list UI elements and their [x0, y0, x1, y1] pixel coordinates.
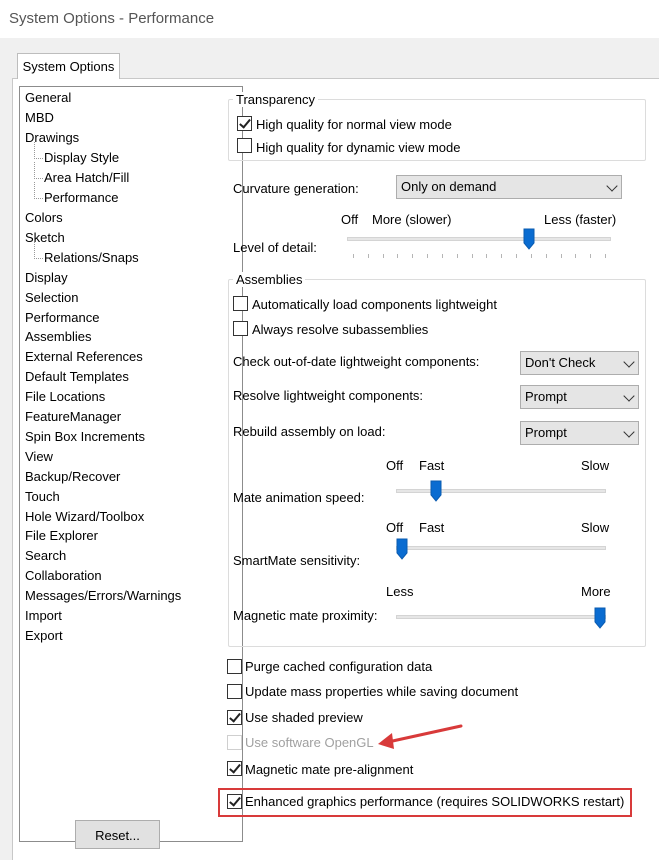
high-quality-dynamic-checkbox[interactable] — [237, 138, 252, 153]
tree-item-file-locations[interactable]: File Locations — [25, 389, 106, 404]
slider-tick — [427, 254, 428, 258]
tree-item-file-explorer[interactable]: File Explorer — [25, 528, 98, 543]
slider-tick — [501, 254, 502, 258]
magnetic-prealign-checkbox[interactable] — [227, 761, 242, 776]
chevron-down-icon — [623, 390, 634, 401]
tree-item-general[interactable]: General — [25, 90, 72, 105]
tree-item-export[interactable]: Export — [25, 628, 63, 643]
mate-animation-label: Mate animation speed: — [233, 490, 365, 505]
magnetic-prealign-label: Magnetic mate pre-alignment — [245, 762, 414, 777]
chevron-down-icon — [623, 426, 634, 437]
tab-system-options[interactable]: System Options — [17, 53, 120, 79]
tree-item-drawings-performance[interactable]: Performance — [44, 190, 119, 205]
tree-item-mbd[interactable]: MBD — [25, 110, 54, 125]
slider-tick — [575, 254, 576, 258]
check-out-of-date-select[interactable] — [520, 351, 639, 375]
auto-load-lightweight-checkbox[interactable] — [233, 296, 248, 311]
check-out-of-date-label: Check out-of-date lightweight components: — [233, 354, 480, 369]
title-bar — [0, 0, 659, 38]
shaded-preview-checkbox[interactable] — [227, 710, 242, 725]
level-of-detail-slider-thumb[interactable] — [523, 228, 535, 250]
slider-tick — [397, 254, 398, 258]
check-out-of-date-value: Don't Check — [525, 355, 596, 370]
tree-item-touch[interactable]: Touch — [25, 489, 60, 504]
tree-item-backup-recover[interactable]: Backup/Recover — [25, 469, 121, 484]
annotation-arrow-icon — [374, 722, 466, 752]
tree-item-relations-snaps[interactable]: Relations/Snaps — [44, 250, 139, 265]
resolve-lightweight-label: Resolve lightweight components: — [233, 388, 424, 403]
window-title: System Options - Performance — [9, 10, 215, 27]
level-of-detail-left-label: More (slower) — [372, 212, 452, 227]
chevron-down-icon — [606, 180, 617, 191]
high-quality-normal-label: High quality for normal view mode — [256, 117, 452, 132]
slider-tick — [442, 254, 443, 258]
level-of-detail-ticks — [353, 254, 605, 258]
mate-animation-off-label: Off — [386, 458, 404, 473]
tree-item-import[interactable]: Import — [25, 608, 62, 623]
slider-tick — [383, 254, 384, 258]
update-mass-label: Update mass properties while saving document — [245, 684, 519, 699]
tree-item-drawings[interactable]: Drawings — [25, 130, 80, 145]
magnetic-proximity-track — [396, 615, 606, 619]
tree-item-spin-box-increments[interactable]: Spin Box Increments — [25, 429, 145, 444]
slider-tick — [516, 254, 517, 258]
slider-tick — [486, 254, 487, 258]
slider-tick — [590, 254, 591, 258]
software-opengl-checkbox[interactable] — [227, 735, 242, 750]
resolve-lightweight-select[interactable] — [520, 385, 639, 409]
tree-item-messages-errors-warnings[interactable]: Messages/Errors/Warnings — [25, 588, 182, 603]
mate-animation-slider-thumb[interactable] — [430, 480, 442, 502]
curvature-select[interactable] — [396, 175, 622, 199]
magnetic-proximity-slider-thumb[interactable] — [594, 607, 606, 629]
tree-item-collaboration[interactable]: Collaboration — [25, 568, 102, 583]
tree-item-default-templates[interactable]: Default Templates — [25, 369, 129, 384]
rebuild-on-load-label: Rebuild assembly on load: — [233, 424, 386, 439]
level-of-detail-off-label: Off — [341, 212, 359, 227]
slider-tick — [605, 254, 606, 258]
tree-item-performance[interactable]: Performance — [25, 310, 100, 325]
transparency-group-label: Transparency — [233, 92, 318, 107]
smartmate-slow-label: Slow — [581, 520, 610, 535]
always-resolve-label: Always resolve subassemblies — [252, 322, 429, 337]
smartmate-track — [396, 546, 606, 550]
shaded-preview-label: Use shaded preview — [245, 710, 363, 725]
assemblies-group-label: Assemblies — [233, 272, 305, 287]
resolve-lightweight-value: Prompt — [525, 389, 567, 404]
mate-animation-track — [396, 489, 606, 493]
tree-item-display-style[interactable]: Display Style — [44, 150, 120, 165]
magnetic-proximity-more-label: More — [581, 584, 611, 599]
enhanced-graphics-label: Enhanced graphics performance (requires SOLIDWORKS restart) — [245, 794, 625, 809]
tree-item-assemblies[interactable]: Assemblies — [25, 329, 92, 344]
purge-cached-label: Purge cached configuration data — [245, 659, 433, 674]
high-quality-normal-checkbox[interactable] — [237, 116, 252, 131]
software-opengl-label: Use software OpenGL — [245, 735, 374, 750]
high-quality-dynamic-label: High quality for dynamic view mode — [256, 140, 461, 155]
slider-tick — [531, 254, 532, 258]
auto-load-lightweight-label: Automatically load components lightweight — [252, 297, 497, 312]
tree-item-selection[interactable]: Selection — [25, 290, 79, 305]
tree-item-colors[interactable]: Colors — [25, 210, 63, 225]
update-mass-checkbox[interactable] — [227, 684, 242, 699]
options-tree[interactable] — [19, 86, 243, 842]
slider-tick — [457, 254, 458, 258]
smartmate-fast-label: Fast — [419, 520, 445, 535]
slider-tick — [546, 254, 547, 258]
slider-tick — [368, 254, 369, 258]
magnetic-proximity-less-label: Less — [386, 584, 414, 599]
annotation-highlight-box — [218, 788, 632, 817]
always-resolve-checkbox[interactable] — [233, 321, 248, 336]
slider-tick — [353, 254, 354, 258]
chevron-down-icon — [623, 356, 634, 367]
slider-tick — [472, 254, 473, 258]
tree-item-hole-wizard-toolbox[interactable]: Hole Wizard/Toolbox — [25, 509, 145, 524]
curvature-select-value: Only on demand — [401, 179, 497, 194]
smartmate-label: SmartMate sensitivity: — [233, 553, 361, 568]
rebuild-on-load-select[interactable] — [520, 421, 639, 445]
tree-item-area-hatch-fill[interactable]: Area Hatch/Fill — [44, 170, 130, 185]
mate-animation-fast-label: Fast — [419, 458, 445, 473]
mate-animation-slow-label: Slow — [581, 458, 610, 473]
level-of-detail-label: Level of detail: — [233, 240, 317, 255]
slider-tick — [561, 254, 562, 258]
smartmate-off-label: Off — [386, 520, 404, 535]
tree-item-featuremanager[interactable]: FeatureManager — [25, 409, 122, 424]
level-of-detail-track — [347, 237, 611, 241]
rebuild-on-load-value: Prompt — [525, 425, 567, 440]
reset-button[interactable]: Reset... — [75, 820, 160, 849]
level-of-detail-right-label: Less (faster) — [544, 212, 617, 227]
slider-tick — [412, 254, 413, 258]
tree-item-sketch[interactable]: Sketch — [25, 230, 65, 245]
tree-item-external-references[interactable]: External References — [25, 349, 143, 364]
tree-item-display[interactable]: Display — [25, 270, 68, 285]
curvature-label: Curvature generation: — [233, 181, 359, 196]
tree-item-search[interactable]: Search — [25, 548, 67, 563]
magnetic-proximity-label: Magnetic mate proximity: — [233, 608, 378, 623]
purge-cached-checkbox[interactable] — [227, 659, 242, 674]
smartmate-slider-thumb[interactable] — [396, 538, 408, 560]
tree-item-view[interactable]: View — [25, 449, 53, 464]
